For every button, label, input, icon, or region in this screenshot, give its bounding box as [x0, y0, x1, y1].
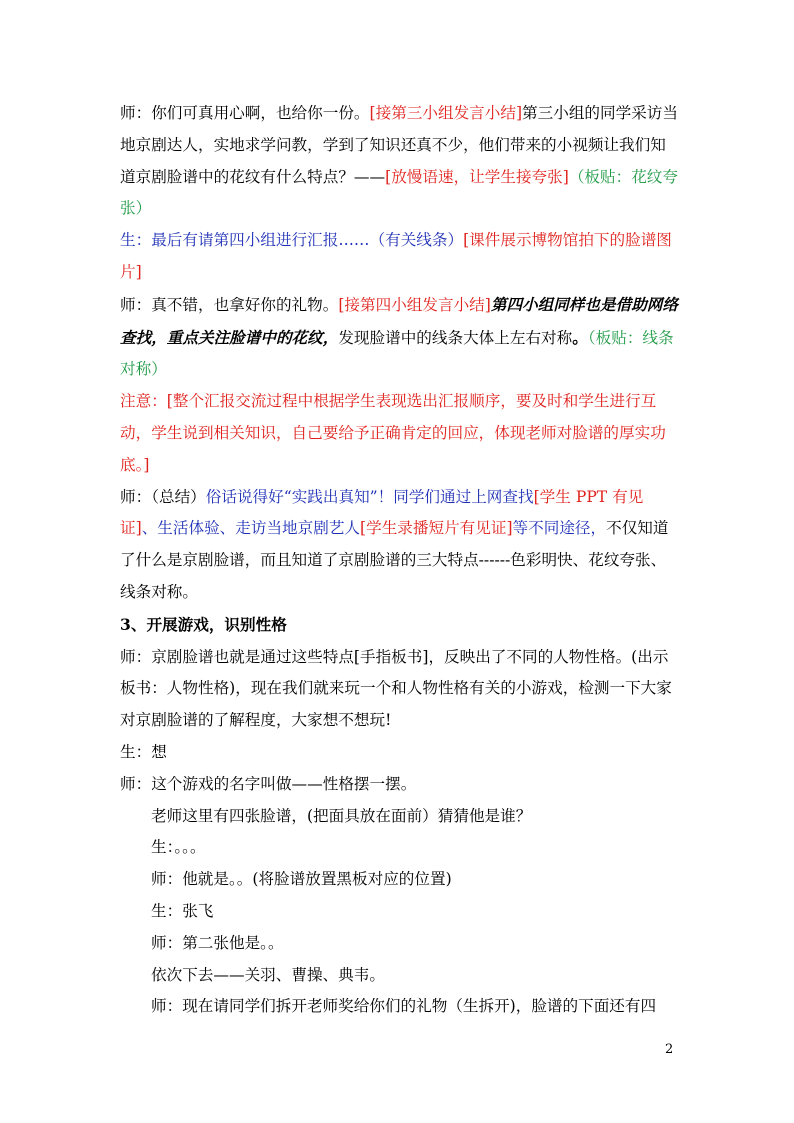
- text-run: 。: [572, 327, 588, 347]
- text-run: [放慢语速，让学生接夸张]: [385, 167, 569, 186]
- text-run: [接第三小组发言小结]: [369, 104, 523, 122]
- text-run: 师：京剧脸谱也就是通过这些特点[手指板书]，反映出了不同的人物性格。(出示板书：人物性格)，现在我们就来玩一个和人物性格有关的小游戏，检测一下大家对京剧脸谱的了解程度，大家想不想玩!: [120, 647, 672, 730]
- text-run: 第三小组的同学采访当地京剧达人，实地求学问教，学到了知识还真不少，他们带来的小视频让我们知道京剧脸谱中的花纹有什么特点？——: [120, 104, 678, 186]
- paragraph: [120, 896, 680, 928]
- paragraph: [120, 991, 680, 1023]
- paragraph: [120, 642, 680, 737]
- text-run: 生：。。。: [151, 838, 206, 857]
- text-run: 师：真不错，也拿好你的礼物。: [120, 295, 339, 314]
- text-run: 师：这个游戏的名字叫做——性格摆一摆。: [120, 774, 417, 793]
- paragraph: [120, 386, 680, 481]
- paragraph: [120, 928, 680, 960]
- text-run: 老师这里有四张脸谱，(把面具放在面前）猜猜他是谁？: [151, 806, 532, 825]
- text-run: 注意：[整个汇报交流过程中根据学生表现选出汇报顺序，要及时和学生进行互动，学生说到相关知识，自己要给予正确肯定的回应，体现老师对脸谱的厚实功底。]: [120, 392, 666, 474]
- paragraph: [120, 225, 680, 289]
- text-run: 3、开展游戏，识别性格: [120, 614, 287, 634]
- text-run: 俗话说得好“实践出真知”！同学们通过上网查找: [205, 487, 534, 506]
- text-run: 不仅知道了什么是京剧脸谱，而且知道了京剧脸谱的三大特点------色彩明快、花纹夸张、线条对称。: [120, 519, 669, 601]
- paragraph: [120, 832, 680, 864]
- text-run: [课件展示博物馆拍下的脸谱图片]: [120, 231, 672, 281]
- text-run: 发现脸谱中的线条大体上左右对称: [338, 328, 573, 347]
- paragraph: [120, 482, 680, 609]
- text-run: 师：现在请同学们拆开老师奖给你们的礼物（生拆开)，脸谱的下面还有四: [151, 997, 657, 1016]
- text-run: 师：第二张他是。。: [151, 933, 284, 952]
- paragraph: [120, 737, 680, 769]
- paragraph: [120, 769, 680, 801]
- paragraph: [120, 98, 680, 225]
- paragraph: [120, 960, 680, 992]
- text-run: [接第四小组发言小结]: [338, 295, 491, 314]
- text-run: 师：（总结）: [120, 487, 206, 506]
- text-run: 师：他就是。。(将脸谱放置黑板对应的位置): [151, 870, 452, 889]
- page-number: 2: [665, 1042, 674, 1057]
- paragraph: [120, 801, 680, 833]
- text-run: 生：张飞: [151, 901, 214, 920]
- paragraph: [120, 609, 680, 642]
- text-run: 、生活体验、走访当地京剧艺人: [141, 519, 361, 538]
- text-run: 第四小组同样也是借助网络查找，重点关注脸谱中的花纹，: [120, 294, 678, 347]
- text-run: （板贴：线条对称）: [120, 328, 674, 379]
- body-text: [120, 98, 680, 1023]
- text-run: [学生 PPT 有见证]: [120, 487, 644, 538]
- text-run: 等不同途径，: [512, 519, 607, 538]
- text-run: 依次下去——关羽、曹操、典韦。: [151, 965, 385, 984]
- text-run: [学生录播短片有见证]: [360, 519, 513, 538]
- text-run: 师：你们可真用心啊，也给你一份。: [120, 104, 370, 122]
- paragraph: [120, 289, 680, 386]
- paragraph: [120, 864, 680, 896]
- text-run: 生：最后有请第四小组进行汇报……（有关线条）: [120, 231, 464, 250]
- text-run: （板贴：花纹夸张）: [120, 167, 678, 218]
- text-run: 生：想: [120, 742, 167, 761]
